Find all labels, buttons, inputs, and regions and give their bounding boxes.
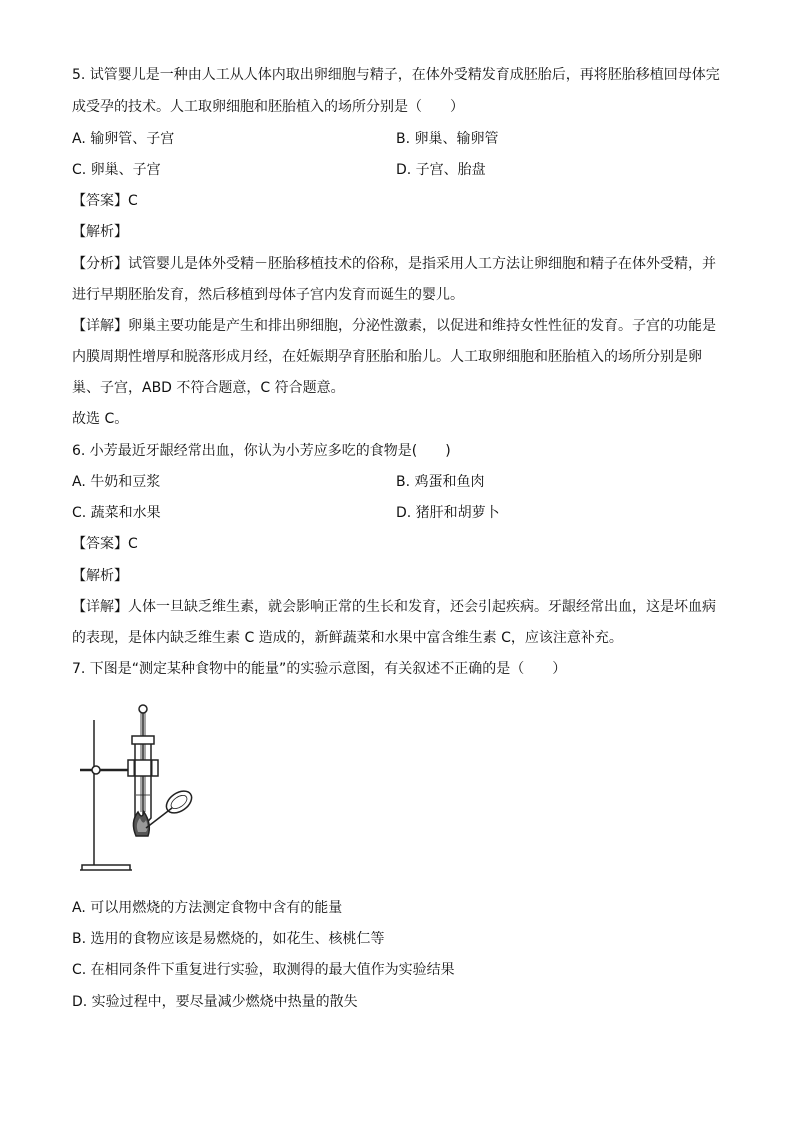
q6-option-a: A. 牛奶和豆浆 (72, 474, 161, 490)
q6-stem: 6. 小芳最近牙龈经常出血，你认为小芳应多吃的食物是( ) (72, 443, 451, 459)
q7-option-b: B. 选用的食物应该是易燃烧的，如花生、核桃仁等 (72, 931, 385, 947)
q5-stem-line1: 5. 试管婴儿是一种由人工从人体内取出卵细胞与精子，在体外受精发育成胚胎后，再将胚胎移植回母体完 (72, 67, 720, 83)
q5-conclusion: 故选 C。 (72, 411, 129, 427)
q5-analysis-line1: 【分析】试管婴儿是体外受精－胚胎移植技术的俗称，是指采用人工方法让卵细胞和精子在体外受精，并 (72, 256, 716, 272)
q5-option-d: D. 子宫、胎盘 (396, 162, 486, 178)
needle-handle (162, 787, 195, 818)
q5-stem-line2: 成受孕的技术。人工取卵细胞和胚胎植入的场所分别是（ ） (72, 99, 464, 115)
q6-analysis-label: 【解析】 (72, 568, 128, 584)
q5-option-c: C. 卵巢、子宫 (72, 162, 161, 178)
q5-detail-line1: 【详解】卵巢主要功能是产生和排出卵细胞，分泌性激素，以促进和维持女性性征的发育。子宫的功能是 (72, 318, 716, 334)
q7-option-c: C. 在相同条件下重复进行实验，取测得的最大值作为实验结果 (72, 962, 455, 978)
q5-analysis-label: 【解析】 (72, 224, 128, 240)
q6-detail-line1: 【详解】人体一旦缺乏维生素，就会影响正常的生长和发育，还会引起疾病。牙龈经常出血，这是坏血病 (72, 599, 716, 615)
tube-clamp (128, 760, 158, 776)
q6-option-c: C. 蔬菜和水果 (72, 505, 161, 521)
q5-detail-line3: 巢、子宫，ABD 不符合题意，C 符合题意。 (72, 380, 345, 396)
q5-option-b: B. 卵巢、输卵管 (396, 131, 499, 147)
food-energy-experiment-diagram (72, 700, 212, 875)
q7-option-d: D. 实验过程中，要尽量减少燃烧中热量的散失 (72, 994, 358, 1010)
clamp-boss (92, 766, 100, 774)
q6-option-d: D. 猪肝和胡萝卜 (396, 505, 500, 521)
q6-option-b: B. 鸡蛋和鱼肉 (396, 474, 485, 490)
thermometer-top (139, 705, 147, 713)
stopper (132, 736, 154, 744)
q7-stem: 7. 下图是“测定某种食物中的能量”的实验示意图，有关叙述不正确的是（ ） (72, 661, 567, 677)
q5-option-a: A. 输卵管、子宫 (72, 131, 175, 147)
q6-detail-line2: 的表现，是体内缺乏维生素 C 造成的，新鲜蔬菜和水果中富含维生素 C，应该注意补充。 (72, 630, 623, 646)
q6-answer: 【答案】C (72, 536, 138, 552)
q5-detail-line2: 内膜周期性增厚和脱落形成月经，在妊娠期孕育胚胎和胎儿。人工取卵细胞和胚胎植入的场所分别是卵 (72, 349, 702, 365)
q5-analysis-line2: 进行早期胚胎发育，然后移植到母体子宫内发育而诞生的婴儿。 (72, 287, 464, 303)
q7-option-a: A. 可以用燃烧的方法测定食物中含有的能量 (72, 900, 343, 916)
q5-answer: 【答案】C (72, 193, 138, 209)
